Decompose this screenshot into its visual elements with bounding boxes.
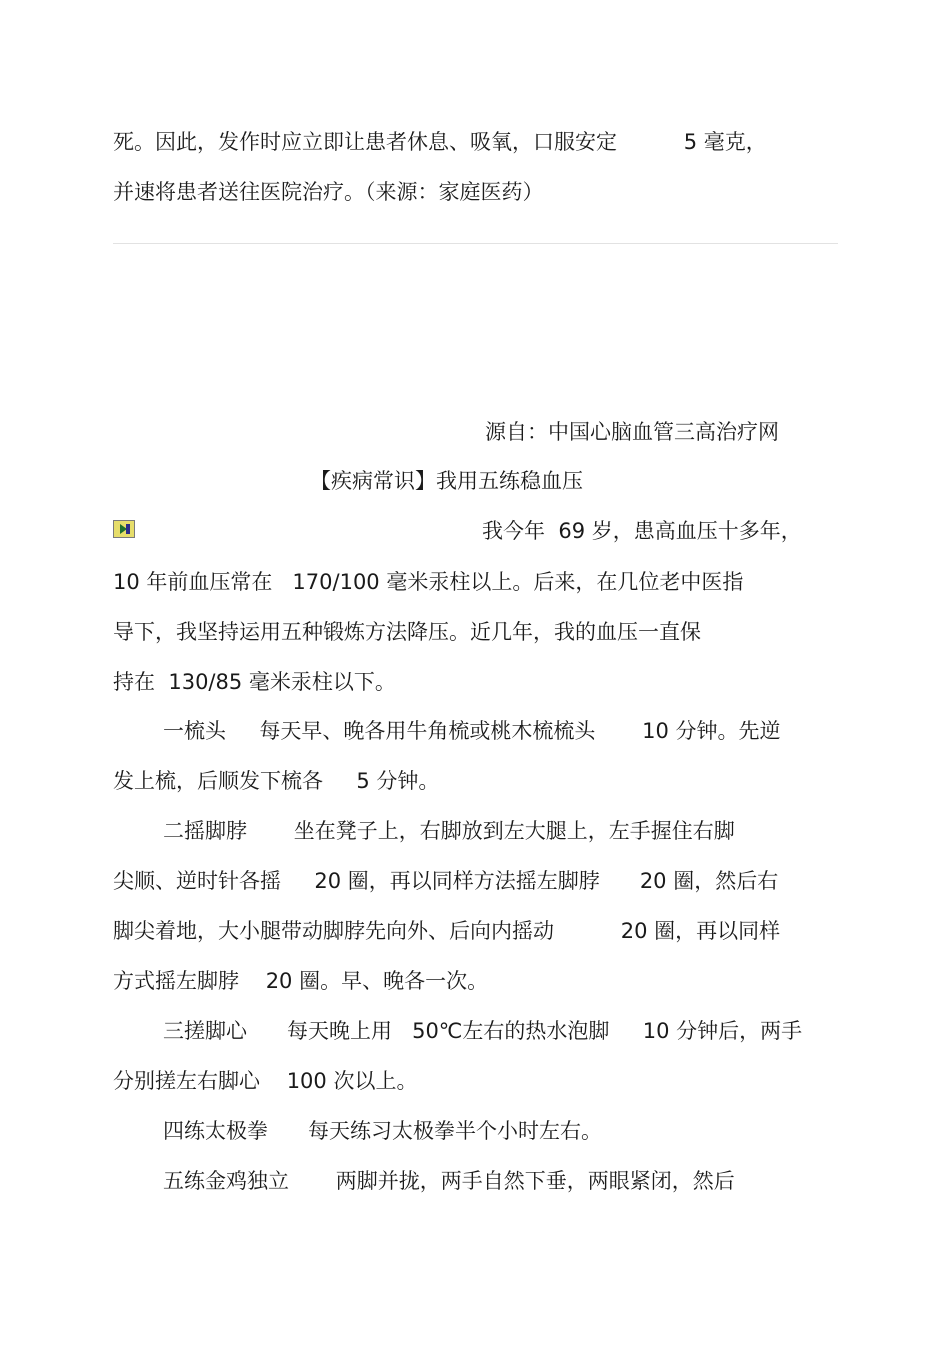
paragraph-line: 持在 130/85 毫米汞柱以下。	[113, 670, 396, 694]
paragraph-line: 一梳头 每天早、晚各用牛角梳或桃木梳梳头 10 分钟。先逆	[163, 719, 781, 743]
section-divider	[113, 243, 838, 244]
paragraph-line: 分别搓左右脚心 100 次以上。	[113, 1069, 418, 1093]
paragraph-line: 五练金鸡独立 两脚并拢，两手自然下垂，两眼紧闭，然后	[163, 1169, 735, 1193]
paragraph-line: 二摇脚脖 坐在凳子上，右脚放到左大腿上，左手握住右脚	[163, 819, 735, 843]
paragraph-line: 我今年 69 岁，患高血压十多年，	[482, 519, 802, 543]
paragraph-line: 发上梳，后顺发下梳各 5 分钟。	[113, 769, 440, 793]
paragraph-line: 方式摇左脚脖 20 圈。早、晚各一次。	[113, 969, 489, 993]
source-line: 源自：中国心脑血管三高治疗网	[485, 420, 779, 444]
paragraph-line: 四练太极拳 每天练习太极拳半个小时左右。	[163, 1119, 603, 1143]
article-title: 【疾病常识】我用五练稳血压	[310, 469, 583, 493]
paragraph-line: 脚尖着地，大小腿带动脚脖先向外、后向内摇动 20 圈，再以同样	[113, 919, 781, 943]
paragraph-line: 死。因此，发作时应立即让患者休息、吸氧，口服安定 5 毫克，	[113, 130, 767, 154]
paragraph-line: 并速将患者送往医院治疗。（来源：家庭医药）	[113, 180, 544, 204]
paragraph-line: 10 年前血压常在 170/100 毫米汞柱以上。后来，在几位老中医指	[113, 570, 744, 594]
paragraph-line: 导下，我坚持运用五种锻炼方法降压。近几年，我的血压一直保	[113, 620, 701, 644]
paragraph-line: 尖顺、逆时针各摇 20 圈，再以同样方法摇左脚脖 20 圈，然后右	[113, 869, 779, 893]
document-image-icon	[113, 520, 135, 538]
paragraph-line: 三搓脚心 每天晚上用 50℃左右的热水泡脚 10 分钟后，两手	[163, 1019, 803, 1043]
